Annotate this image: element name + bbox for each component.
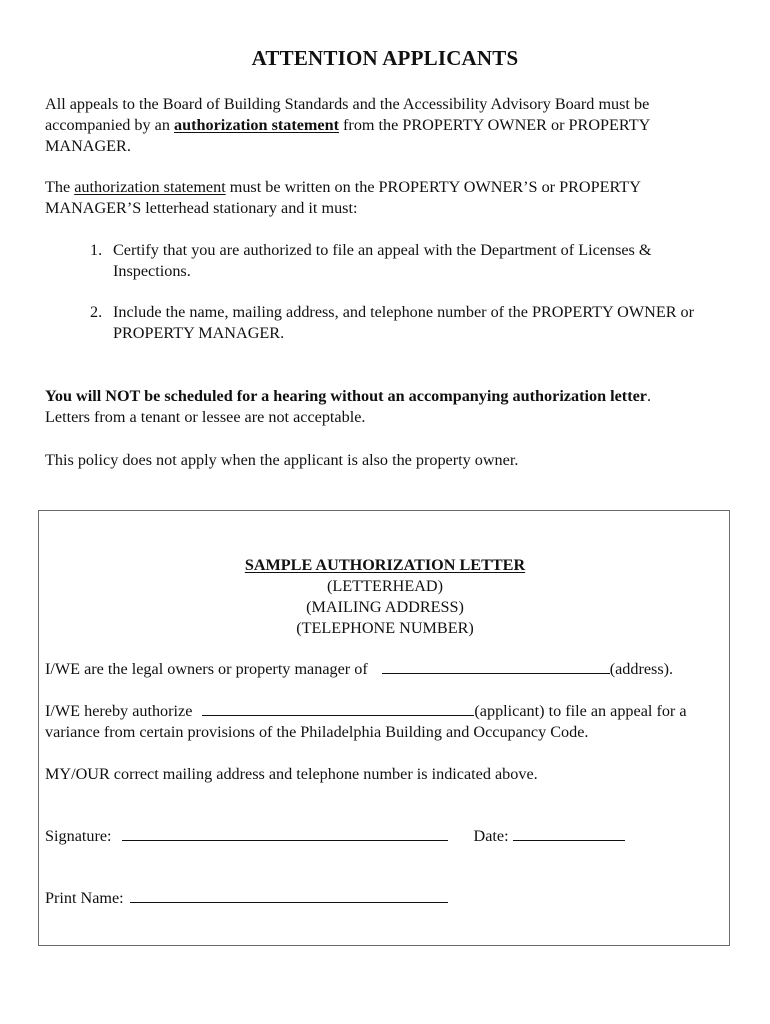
- applicant-blank[interactable]: [202, 701, 474, 716]
- owner-line-text: I/WE are the legal owners or property manager of: [45, 660, 368, 678]
- date-label: Date:: [473, 827, 509, 845]
- authorization-statement-emphasis: authorization statement: [174, 116, 339, 134]
- print-name-blank[interactable]: [130, 888, 448, 903]
- authorization-statement-underline: authorization statement: [74, 178, 226, 196]
- policy-paragraph: This policy does not apply when the applicant is also the property owner.: [45, 451, 519, 469]
- signature-blank[interactable]: [122, 826, 448, 841]
- print-name-line: [45, 888, 735, 909]
- list-number: 1.: [90, 241, 103, 259]
- authorize-line: [45, 701, 735, 722]
- intro-text-2a: The: [45, 178, 75, 196]
- list-text: Certify that you are authorized to file an appeal with the Department of Licenses & Inspections.: [113, 241, 652, 280]
- telephone-placeholder: (TELEPHONE NUMBER): [296, 619, 474, 637]
- notice-rest-text: Letters from a tenant or lessee are not acceptable.: [45, 408, 366, 426]
- address-blank[interactable]: [382, 659, 610, 674]
- notice-period: .: [646, 387, 652, 405]
- authorize-line-text: I/WE hereby authorize: [45, 702, 193, 720]
- applicant-label: (applicant) to file an appeal for a: [474, 702, 687, 720]
- address-label: (address).: [609, 660, 674, 678]
- notice-bold-text: You will NOT be scheduled for a hearing without an accompanying authorization letter: [45, 387, 647, 405]
- list-number: 2.: [90, 303, 103, 321]
- list-text: Include the name, mailing address, and telephone number of the PROPERTY OWNER or PROPERTY MANAGER.: [113, 303, 695, 342]
- intro-text-1b: from the PROPERTY OWNER or PROPERTY MANAGER.: [45, 116, 650, 155]
- letterhead-placeholder: (LETTERHEAD): [327, 577, 443, 595]
- variance-line: variance from certain provisions of the Philadelphia Building and Occupancy Code.: [45, 723, 589, 741]
- intro-paragraph-1: [45, 94, 735, 157]
- intro-text-1a: All appeals to the Board of Building Standards and the Accessibility Advisory Board must be accompanied by an: [45, 95, 650, 134]
- page-title: ATTENTION APPLICANTS: [251, 46, 519, 70]
- mailing-address-placeholder: (MAILING ADDRESS): [306, 598, 464, 616]
- intro-paragraph-2: [45, 177, 735, 219]
- owner-line: [45, 659, 735, 680]
- date-blank[interactable]: [513, 826, 625, 841]
- signature-line: [45, 826, 735, 847]
- sample-letter-heading: SAMPLE AUTHORIZATION LETTER: [244, 556, 526, 574]
- mailing-address-line: MY/OUR correct mailing address and telephone number is indicated above.: [45, 765, 538, 783]
- print-name-label: Print Name:: [45, 889, 124, 907]
- signature-label: Signature:: [45, 827, 112, 845]
- intro-text-2b: must be written on the PROPERTY OWNER’S or PROPERTY MANAGER’S letterhead stationary and it must:: [45, 178, 641, 217]
- notice-paragraph: [45, 386, 735, 428]
